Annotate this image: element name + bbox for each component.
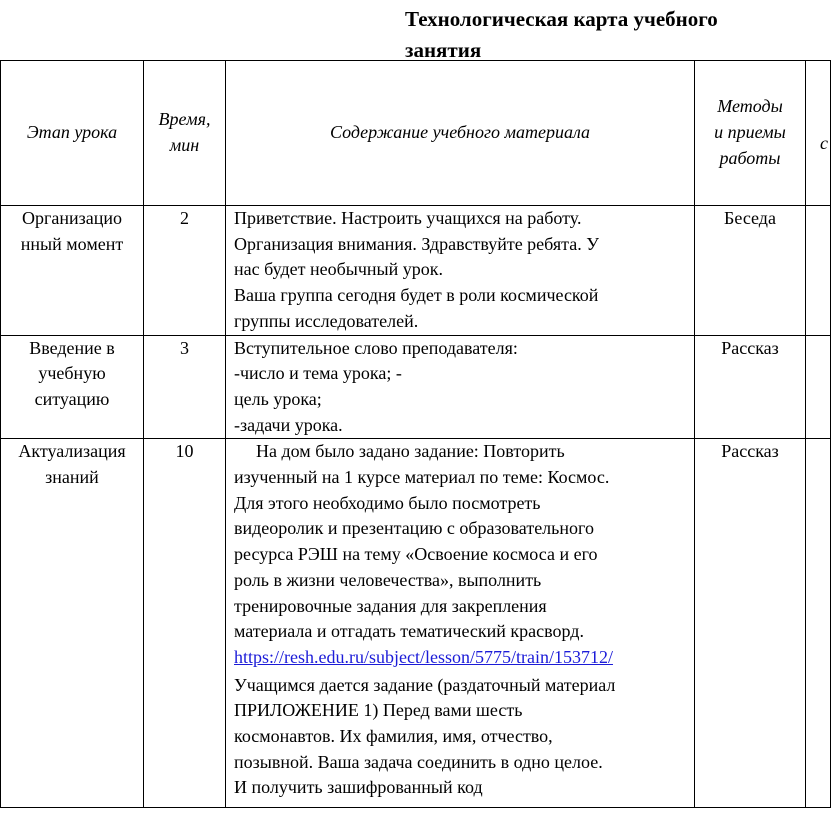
stage-line: ситуацию [34, 388, 110, 409]
table-row [1, 206, 831, 336]
stage-line: нный момент [20, 233, 124, 254]
cell-method: Рассказ [695, 439, 806, 808]
header-methods-line-2: и приемы [714, 122, 786, 143]
header-methods-line-1: Методы [717, 96, 783, 117]
content-line: Вступительное слово преподавателя: [234, 337, 518, 358]
header-time-line-1: Время, [158, 109, 211, 130]
cell-time: 2 [144, 206, 226, 336]
content-line: Ваша группа сегодня будет в роли космической [234, 285, 599, 306]
cell-content [226, 439, 695, 808]
content-line: группы исследователей. [234, 310, 419, 331]
content-line: цель урока; [234, 388, 322, 409]
document-title-line-1: Технологическая карта учебного [405, 7, 718, 31]
cell-stage [1, 439, 144, 808]
cell-extra [806, 439, 831, 808]
header-time-line-2: мин [169, 135, 200, 155]
stage-line: Организацио [21, 208, 122, 228]
content-line: изученный на 1 курсе материал по теме: Космос. [234, 467, 610, 488]
cell-extra [806, 335, 831, 439]
content-line: Для этого необходимо было посмотреть [234, 492, 541, 513]
table-header-row [1, 61, 831, 206]
stage-line: учебную [38, 363, 106, 384]
content-line: ресурса РЭШ на тему «Освоение космоса и его [234, 544, 598, 565]
header-extra [806, 61, 831, 206]
content-line: -число и тема урока; - [234, 363, 402, 384]
cell-content [226, 206, 695, 336]
content-line: позывной. Ваша задача соединить в одно целое. [234, 751, 603, 772]
header-time [144, 61, 226, 206]
content-line: роль в жизни человечества», выполнить [234, 569, 542, 590]
content-line: материала и отгадать тематический красворд. [234, 621, 584, 642]
table-row [1, 335, 831, 439]
cell-time: 10 [144, 439, 226, 808]
stage-line: знаний [45, 467, 99, 488]
cell-method: Рассказ [695, 335, 806, 439]
header-methods-line-3: работы [719, 147, 781, 168]
header-methods [695, 61, 806, 206]
document-title [405, 4, 805, 66]
cell-content [226, 335, 695, 439]
document-title-line-2: занятия [405, 38, 482, 62]
content-line: Приветствие. Настроить учащихся на работу. [234, 208, 582, 228]
header-stage: Этап урока [1, 61, 144, 206]
content-line: ПРИЛОЖЕНИЕ 1) Перед вами шесть [234, 700, 523, 721]
cell-method: Беседа [695, 206, 806, 336]
cell-extra [806, 206, 831, 336]
content-line: космонавтов. Их фамилия, имя, отчество, [234, 726, 553, 747]
cell-time: 3 [144, 335, 226, 439]
header-extra-text: с [820, 133, 828, 154]
stage-line: Введение в [29, 337, 115, 358]
content-line: нас будет необычный урок. [234, 259, 443, 280]
resh-lesson-link[interactable]: https://resh.edu.ru/subject/lesson/5775/train/153712/ [234, 646, 613, 667]
content-line: -задачи урока. [234, 414, 343, 435]
content-line: видеоролик и презентацию с образовательного [234, 518, 594, 539]
cell-stage [1, 335, 144, 439]
content-line: Организация внимания. Здравствуйте ребята. У [234, 233, 599, 254]
header-content: Содержание учебного материала [226, 61, 695, 206]
cell-stage [1, 206, 144, 336]
content-line: тренировочные задания для закрепления [234, 595, 547, 616]
content-line: И получить зашифрованный код [234, 777, 483, 798]
table-row [1, 439, 831, 808]
content-line: Учащимся дается задание (раздаточный материал [234, 674, 616, 695]
stage-line: Актуализация [18, 441, 126, 462]
content-line: На дом было задано задание: Повторить [256, 441, 565, 462]
lesson-technology-table [0, 60, 831, 808]
